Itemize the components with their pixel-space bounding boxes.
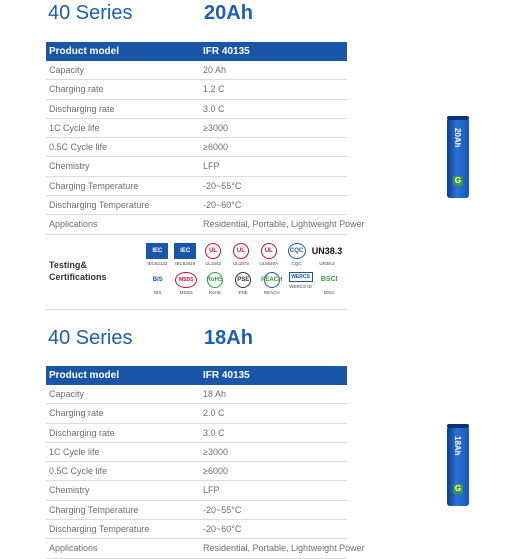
cert-iec62133: IEC IEC62133 <box>146 243 169 266</box>
certifications-label <box>49 259 129 283</box>
row-value: ≥6000 <box>203 142 228 153</box>
table-row <box>46 177 347 196</box>
table-row <box>46 157 347 176</box>
row-value: Residential, Portable, Lightweight Power <box>203 219 365 230</box>
row-label: Capacity <box>49 65 85 75</box>
cqc-logo-icon: CQC <box>288 243 306 259</box>
row-value: 1.2 C <box>203 84 225 95</box>
pse-logo-icon: PSE <box>235 272 251 288</box>
row-value: 3.0 C <box>203 103 225 114</box>
row-label: Applications <box>49 543 98 554</box>
table-row <box>46 404 347 423</box>
row-label: Capacity <box>49 389 85 399</box>
header-label: Product model <box>49 370 120 381</box>
row-value: ≥6000 <box>203 466 228 477</box>
battery-cell-image <box>447 426 469 506</box>
series-name: 40 Series <box>48 2 133 24</box>
ul-logo-icon: UL <box>205 243 221 259</box>
rohs-logo-icon: RoHS <box>207 272 223 288</box>
wercs-logo-icon: WERCS <box>289 272 313 282</box>
row-value: -20~55°C <box>203 180 242 191</box>
cert-iec62619: IEC IEC62619 <box>174 243 197 266</box>
certifications <box>46 235 347 310</box>
section-title <box>46 327 347 353</box>
bis-logo-icon: BIS <box>152 276 163 283</box>
iec-logo-icon: IEC <box>146 243 168 259</box>
cert-ul9540a: UL UL9540A <box>257 243 280 266</box>
cert-ul1973: UL UL1973 <box>229 243 252 266</box>
table-row <box>46 80 347 99</box>
row-value: LFP <box>203 485 220 496</box>
table-row <box>46 501 347 520</box>
reach-logo-icon: REACH <box>264 272 280 288</box>
table-row <box>46 520 347 539</box>
table-row <box>46 385 347 404</box>
row-value: LFP <box>203 161 220 172</box>
table-row <box>46 443 347 462</box>
row-label: 0.5C Cycle life <box>49 466 108 477</box>
header-label: Product model <box>49 46 120 57</box>
row-label: Discharging rate <box>49 427 115 438</box>
brand-logo-icon: G <box>454 176 462 185</box>
row-value: ≥3000 <box>203 446 228 457</box>
battery-cell-image <box>447 118 469 198</box>
spec-section-20ah <box>46 2 365 310</box>
row-label: Discharging Temperature <box>49 524 150 535</box>
ul-logo-icon: UL <box>233 243 249 259</box>
un383-logo-icon: UN38.3 <box>311 245 343 256</box>
row-label: Charging Temperature <box>49 504 139 515</box>
row-label: 1C Cycle life <box>49 122 100 133</box>
cert-rohs: RoHS RoHS <box>203 272 227 295</box>
table-row <box>46 100 347 119</box>
table-header <box>46 366 347 385</box>
row-label: Discharging Temperature <box>49 200 150 211</box>
row-value: -20~55°C <box>203 504 242 515</box>
table-row <box>46 462 347 481</box>
cert-pse: PSE PSE <box>232 272 256 295</box>
row-value: -20~60°C <box>203 200 242 211</box>
header-value: IFR 40135 <box>203 46 250 57</box>
row-label: Chemistry <box>49 485 90 496</box>
table-row <box>46 424 347 443</box>
series-name: 40 Series <box>48 327 133 349</box>
spec-section-18ah <box>46 327 365 559</box>
table-row <box>46 481 347 500</box>
certifications-label-line1: Testing& <box>49 259 87 270</box>
row-value: 3.0 C <box>203 427 225 438</box>
table-row <box>46 119 347 138</box>
cert-ul1642: UL UL1642 <box>202 243 225 266</box>
table-row <box>46 539 365 558</box>
capacity-title: 18Ah <box>204 327 253 349</box>
iec-logo-icon: IEC <box>174 243 196 259</box>
table-row <box>46 61 347 80</box>
table-header <box>46 42 347 61</box>
table-row <box>46 215 365 234</box>
cert-cqc: CQC CQC <box>285 243 308 266</box>
row-value: 18 Ah <box>203 389 227 399</box>
brand-logo-icon: G <box>454 484 462 493</box>
ul-logo-icon: UL <box>261 243 277 259</box>
row-label: 1C Cycle life <box>49 446 100 457</box>
row-label: Discharging rate <box>49 103 115 114</box>
cell-label: 18Ah <box>453 436 462 456</box>
header-value: IFR 40135 <box>203 370 250 381</box>
cert-wercs: WERCS WERCS ID <box>289 273 312 289</box>
msds-logo-icon: MSDS <box>175 272 197 288</box>
row-label: Chemistry <box>49 161 90 172</box>
bsci-logo-icon: BSCI <box>320 276 338 284</box>
table-row <box>46 138 347 157</box>
row-value: ≥3000 <box>203 122 228 133</box>
row-value: Residential, Portable, Lightweight Power <box>203 543 365 554</box>
row-value: -20~60°C <box>203 524 242 535</box>
row-value: 2.0 C <box>203 408 225 419</box>
row-label: Applications <box>49 219 98 230</box>
certification-logos <box>146 243 346 295</box>
row-label: Charging rate <box>49 408 104 419</box>
row-label: Charging rate <box>49 84 104 95</box>
row-value: 20 Ah <box>203 65 227 75</box>
row-label: Charging Temperature <box>49 180 139 191</box>
row-label: 0.5C Cycle life <box>49 142 108 153</box>
cert-reach: REACH REACH <box>260 272 284 295</box>
table-row <box>46 196 347 215</box>
cell-label: 20Ah <box>453 128 462 148</box>
cert-bis: BIS BIS <box>146 272 170 295</box>
capacity-title: 20Ah <box>204 2 253 24</box>
section-title <box>46 2 347 28</box>
certifications-label-line2: Certifications <box>49 271 107 282</box>
cert-msds: MSDS MSDS <box>175 272 199 295</box>
cert-un383: UN38.3 UN38.3 <box>313 243 341 266</box>
cert-bsci: BSCI BSCI <box>318 272 342 295</box>
